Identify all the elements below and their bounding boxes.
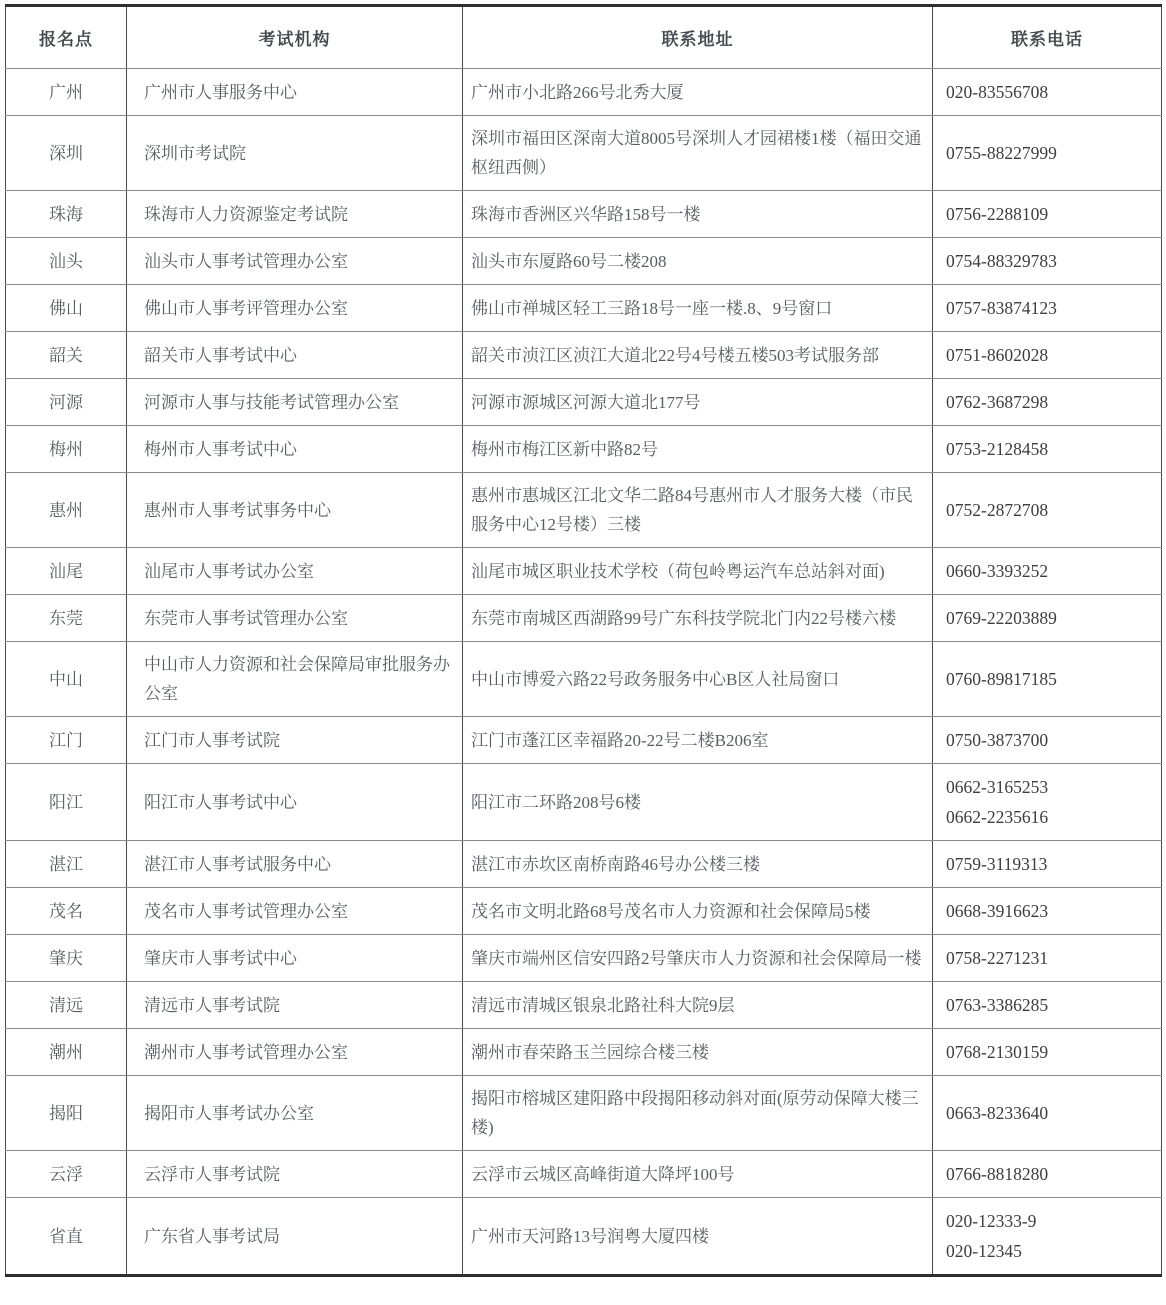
registration-point-cell: 韶关 <box>6 332 127 379</box>
exam-institution-cell: 惠州市人事考试事务中心 <box>127 473 463 548</box>
registration-point-cell: 潮州 <box>6 1029 127 1076</box>
phone-number: 0766-8818280 <box>946 1164 1049 1184</box>
contact-phone-cell <box>933 841 1162 888</box>
registration-point-cell: 深圳 <box>6 116 127 191</box>
table-row <box>6 332 1162 379</box>
contact-phone-cell <box>933 717 1162 764</box>
registration-point-cell: 东莞 <box>6 595 127 642</box>
registration-point-cell: 河源 <box>6 379 127 426</box>
contact-phone-cell <box>933 69 1162 116</box>
registration-point-cell: 清远 <box>6 982 127 1029</box>
contact-address-cell: 梅州市梅江区新中路82号 <box>463 426 933 473</box>
table-row <box>6 1029 1162 1076</box>
table-row <box>6 717 1162 764</box>
table-row <box>6 116 1162 191</box>
table-row <box>6 285 1162 332</box>
table-header <box>6 6 1162 69</box>
contact-address-cell: 河源市源城区河源大道北177号 <box>463 379 933 426</box>
table-row <box>6 191 1162 238</box>
contact-phone-cell <box>933 888 1162 935</box>
phone-number: 0755-88227999 <box>946 143 1057 163</box>
header-registration-point: 报名点 <box>6 6 127 69</box>
registration-point-cell: 珠海 <box>6 191 127 238</box>
phone-number: 0663-8233640 <box>946 1103 1049 1123</box>
exam-institution-cell: 江门市人事考试院 <box>127 717 463 764</box>
exam-institution-cell: 阳江市人事考试中心 <box>127 764 463 841</box>
header-row <box>6 6 1162 69</box>
phone-number: 0762-3687298 <box>946 392 1049 412</box>
table-row <box>6 1198 1162 1276</box>
table-row <box>6 1076 1162 1151</box>
header-contact-address: 联系地址 <box>463 6 933 69</box>
phone-number: 020-12345 <box>946 1241 1022 1261</box>
registration-point-cell: 茂名 <box>6 888 127 935</box>
exam-institution-cell: 广东省人事考试局 <box>127 1198 463 1276</box>
phone-number: 0754-88329783 <box>946 251 1057 271</box>
contact-address-cell: 深圳市福田区深南大道8005号深圳人才园裙楼1楼（福田交通枢纽西侧） <box>463 116 933 191</box>
contact-address-cell: 揭阳市榕城区建阳路中段揭阳移动斜对面(原劳动保障大楼三楼) <box>463 1076 933 1151</box>
table-row <box>6 238 1162 285</box>
exam-institution-cell: 佛山市人事考评管理办公室 <box>127 285 463 332</box>
contact-address-cell: 韶关市浈江区浈江大道北22号4号楼五楼503考试服务部 <box>463 332 933 379</box>
registration-point-cell: 肇庆 <box>6 935 127 982</box>
table-row <box>6 764 1162 841</box>
phone-number: 0750-3873700 <box>946 730 1049 750</box>
registration-point-cell: 省直 <box>6 1198 127 1276</box>
exam-institution-cell: 潮州市人事考试管理办公室 <box>127 1029 463 1076</box>
exam-institution-cell: 梅州市人事考试中心 <box>127 426 463 473</box>
phone-number: 0757-83874123 <box>946 298 1057 318</box>
registration-point-cell: 汕尾 <box>6 548 127 595</box>
table-row <box>6 1151 1162 1198</box>
contact-phone-cell <box>933 982 1162 1029</box>
registration-point-cell: 汕头 <box>6 238 127 285</box>
registration-point-cell: 云浮 <box>6 1151 127 1198</box>
contact-phone-cell <box>933 473 1162 548</box>
phone-number: 0660-3393252 <box>946 561 1049 581</box>
registration-point-cell: 广州 <box>6 69 127 116</box>
exam-institution-cell: 汕尾市人事考试办公室 <box>127 548 463 595</box>
table-row <box>6 426 1162 473</box>
exam-institution-cell: 东莞市人事考试管理办公室 <box>127 595 463 642</box>
contact-address-cell: 惠州市惠城区江北文华二路84号惠州市人才服务大楼（市民服务中心12号楼）三楼 <box>463 473 933 548</box>
registration-point-cell: 江门 <box>6 717 127 764</box>
contact-phone-cell <box>933 426 1162 473</box>
phone-number: 0769-22203889 <box>946 608 1057 628</box>
phone-number: 0763-3386285 <box>946 995 1049 1015</box>
registration-point-cell: 佛山 <box>6 285 127 332</box>
table-row <box>6 935 1162 982</box>
table-row <box>6 548 1162 595</box>
contact-address-cell: 珠海市香洲区兴华路158号一楼 <box>463 191 933 238</box>
contact-phone-cell <box>933 238 1162 285</box>
table-row <box>6 379 1162 426</box>
exam-institution-cell: 湛江市人事考试服务中心 <box>127 841 463 888</box>
registration-point-cell: 揭阳 <box>6 1076 127 1151</box>
registration-point-cell: 湛江 <box>6 841 127 888</box>
phone-number: 0668-3916623 <box>946 901 1049 921</box>
exam-institution-cell: 中山市人力资源和社会保障局审批服务办公室 <box>127 642 463 717</box>
phone-number: 0751-8602028 <box>946 345 1049 365</box>
table-row <box>6 888 1162 935</box>
contact-address-cell: 东莞市南城区西湖路99号广东科技学院北门内22号楼六楼 <box>463 595 933 642</box>
contact-address-cell: 广州市天河路13号润粤大厦四楼 <box>463 1198 933 1276</box>
table-row <box>6 841 1162 888</box>
contact-address-cell: 清远市清城区银泉北路社科大院9层 <box>463 982 933 1029</box>
header-contact-phone: 联系电话 <box>933 6 1162 69</box>
phone-number: 0662-3165253 <box>946 777 1049 797</box>
contact-address-cell: 汕尾市城区职业技术学校（荷包岭粤运汽车总站斜对面) <box>463 548 933 595</box>
contact-phone-cell <box>933 935 1162 982</box>
phone-number: 0758-2271231 <box>946 948 1049 968</box>
exam-institution-cell: 肇庆市人事考试中心 <box>127 935 463 982</box>
contact-address-cell: 云浮市云城区高峰街道大降坪100号 <box>463 1151 933 1198</box>
exam-institution-cell: 韶关市人事考试中心 <box>127 332 463 379</box>
contact-phone-cell <box>933 595 1162 642</box>
contact-address-cell: 佛山市禅城区轻工三路18号一座一楼.8、9号窗口 <box>463 285 933 332</box>
exam-institution-cell: 云浮市人事考试院 <box>127 1151 463 1198</box>
registration-point-cell: 惠州 <box>6 473 127 548</box>
contact-phone-cell <box>933 1151 1162 1198</box>
phone-number: 0752-2872708 <box>946 500 1049 520</box>
exam-institution-cell: 珠海市人力资源鉴定考试院 <box>127 191 463 238</box>
contact-phone-cell <box>933 1029 1162 1076</box>
table-row <box>6 595 1162 642</box>
exam-institution-cell: 清远市人事考试院 <box>127 982 463 1029</box>
phone-number: 0759-3119313 <box>946 854 1048 874</box>
contact-phone-cell <box>933 116 1162 191</box>
contact-phone-cell <box>933 332 1162 379</box>
contact-address-cell: 汕头市东厦路60号二楼208 <box>463 238 933 285</box>
contact-phone-cell <box>933 1198 1162 1276</box>
contact-phone-cell <box>933 764 1162 841</box>
table-row <box>6 642 1162 717</box>
phone-number: 0662-2235616 <box>946 807 1049 827</box>
registration-point-cell: 梅州 <box>6 426 127 473</box>
contact-phone-cell <box>933 379 1162 426</box>
contact-phone-cell <box>933 285 1162 332</box>
registration-point-cell: 阳江 <box>6 764 127 841</box>
contact-address-cell: 肇庆市端州区信安四路2号肇庆市人力资源和社会保障局一楼 <box>463 935 933 982</box>
exam-institution-cell: 茂名市人事考试管理办公室 <box>127 888 463 935</box>
phone-number: 020-12333-9 <box>946 1211 1037 1231</box>
contact-address-cell: 阳江市二环路208号6楼 <box>463 764 933 841</box>
contact-phone-cell <box>933 191 1162 238</box>
registration-point-cell: 中山 <box>6 642 127 717</box>
contact-address-cell: 中山市博爱六路22号政务服务中心B区人社局窗口 <box>463 642 933 717</box>
phone-number: 0756-2288109 <box>946 204 1049 224</box>
phone-number: 0753-2128458 <box>946 439 1049 459</box>
exam-institution-cell: 广州市人事服务中心 <box>127 69 463 116</box>
phone-number: 0768-2130159 <box>946 1042 1049 1062</box>
contact-phone-cell <box>933 1076 1162 1151</box>
table-row <box>6 982 1162 1029</box>
exam-institution-cell: 汕头市人事考试管理办公室 <box>127 238 463 285</box>
exam-institution-cell: 河源市人事与技能考试管理办公室 <box>127 379 463 426</box>
contact-phone-cell <box>933 642 1162 717</box>
exam-contact-table <box>5 4 1162 1277</box>
phone-number: 0760-89817185 <box>946 669 1057 689</box>
contact-address-cell: 江门市蓬江区幸福路20-22号二楼B206室 <box>463 717 933 764</box>
table-body <box>6 69 1162 1276</box>
contact-address-cell: 潮州市春荣路玉兰园综合楼三楼 <box>463 1029 933 1076</box>
contact-address-cell: 湛江市赤坎区南桥南路46号办公楼三楼 <box>463 841 933 888</box>
header-exam-institution: 考试机构 <box>127 6 463 69</box>
contact-address-cell: 广州市小北路266号北秀大厦 <box>463 69 933 116</box>
exam-institution-cell: 揭阳市人事考试办公室 <box>127 1076 463 1151</box>
table-row <box>6 473 1162 548</box>
table-row <box>6 69 1162 116</box>
phone-number: 020-83556708 <box>946 82 1049 102</box>
contact-address-cell: 茂名市文明北路68号茂名市人力资源和社会保障局5楼 <box>463 888 933 935</box>
contact-phone-cell <box>933 548 1162 595</box>
exam-institution-cell: 深圳市考试院 <box>127 116 463 191</box>
